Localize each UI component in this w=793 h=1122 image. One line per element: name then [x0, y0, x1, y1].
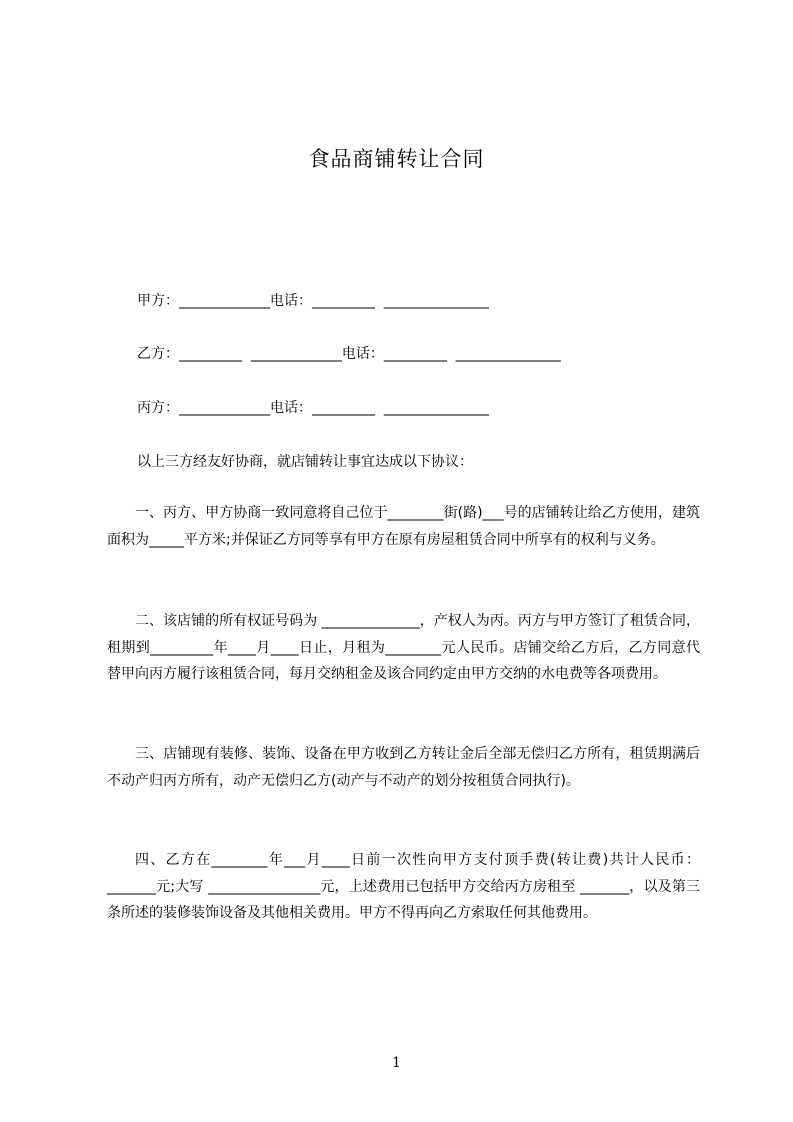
party-b-line: 乙方：_________ _____________电话：_________ _______________ [137, 346, 561, 362]
clause-2: 二、该店铺的所有权证号码为 ______________，产权人为丙。丙方与甲方签订了租赁合同，租期到_________年____月____日止，月租为________元人民币。店铺交给乙方后，乙方同意代替甲向丙方履行该租赁合同，每月交纳租金及该合同约定由甲方交纳的水电费等各项费用。 [107, 613, 700, 682]
party-a-line: 甲方：_____________电话：_________ _______________ [137, 293, 489, 309]
clause-1: 一、丙方、甲方协商一致同意将自己位于________街(路)___号的店铺转让给乙方使用，建筑面积为_____平方米;并保证乙方同等享有甲方在原有房屋租赁合同中所享有的权利与义务。 [107, 505, 700, 548]
page-number: 1 [392, 1055, 401, 1071]
clause-4: 四、乙方在________年___月____日前一次性向甲方支付顶手费(转让费)共计人民币：_______元;大写 ________________元，上述费用已包括甲方交给丙方房租至 _______，以及第三条所述的装修装饰设备及其他相关费用。甲方不得再向乙方索取任何其他费用。 [107, 852, 700, 921]
clause-3: 三、店铺现有装修、装饰、设备在甲方收到乙方转让金后全部无偿归乙方所有，租赁期满后不动产归丙方所有，动产无偿归乙方(动产与不动产的划分按租赁合同执行)。 [107, 746, 700, 789]
document-title: 食品商铺转让合同 [308, 147, 485, 171]
intro-line: 以上三方经友好协商，就店铺转让事宜达成以下协议： [137, 454, 473, 470]
party-c-line: 丙方：_____________电话：_________ _______________ [137, 400, 489, 416]
